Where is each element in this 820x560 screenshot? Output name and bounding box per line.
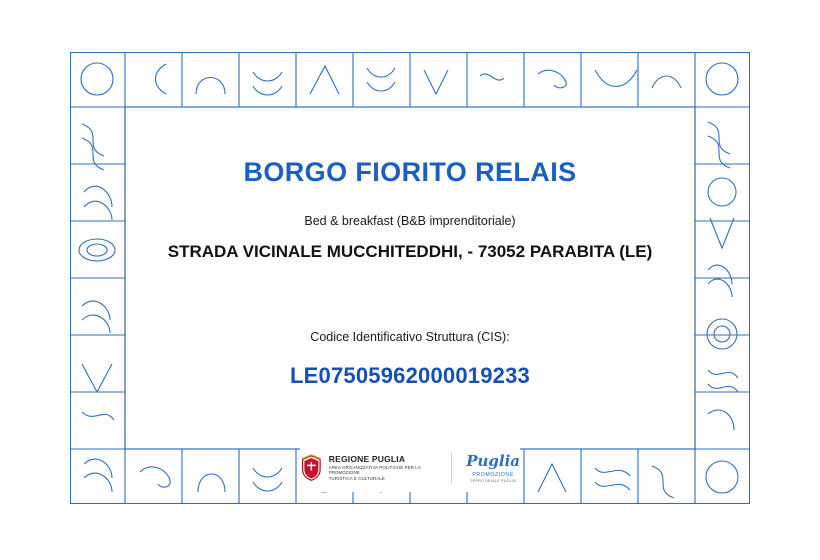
page-title: BORGO FIORITO RELAIS (243, 157, 577, 187)
address-line: STRADA VICINALE MUCCHITEDDHI, - 73052 PARABITA (LE) (167, 242, 653, 261)
puglia-wordmark: Puglia (466, 451, 520, 470)
certificate-document (70, 52, 750, 504)
regione-puglia-logo (300, 452, 437, 484)
regione-department-line1: AREA ORGANIZZATIVA POLITICHE PER LA PROMOZIONE (328, 465, 421, 476)
regione-name: REGIONE PUGLIA (328, 453, 406, 464)
puglia-tagline-2: TERRITORIALE PUGLIA (470, 478, 517, 483)
cis-code: LE07505962000019233 (290, 363, 530, 388)
cis-label: Codice Identificativo Struttura (CIS): (310, 330, 510, 344)
logo-divider (451, 453, 452, 483)
coat-of-arms-icon (300, 452, 323, 484)
certificate-body (167, 127, 653, 429)
puglia-brand-logo (466, 451, 520, 483)
puglia-tagline-1: PROMOZIONE (472, 471, 514, 478)
regione-text-block (329, 455, 438, 482)
footer-logos (300, 444, 520, 492)
regione-department-line2: TURISTICA E CULTURALE (328, 476, 385, 482)
category-label: Bed & breakfast (B&B imprenditoriale) (304, 214, 516, 228)
